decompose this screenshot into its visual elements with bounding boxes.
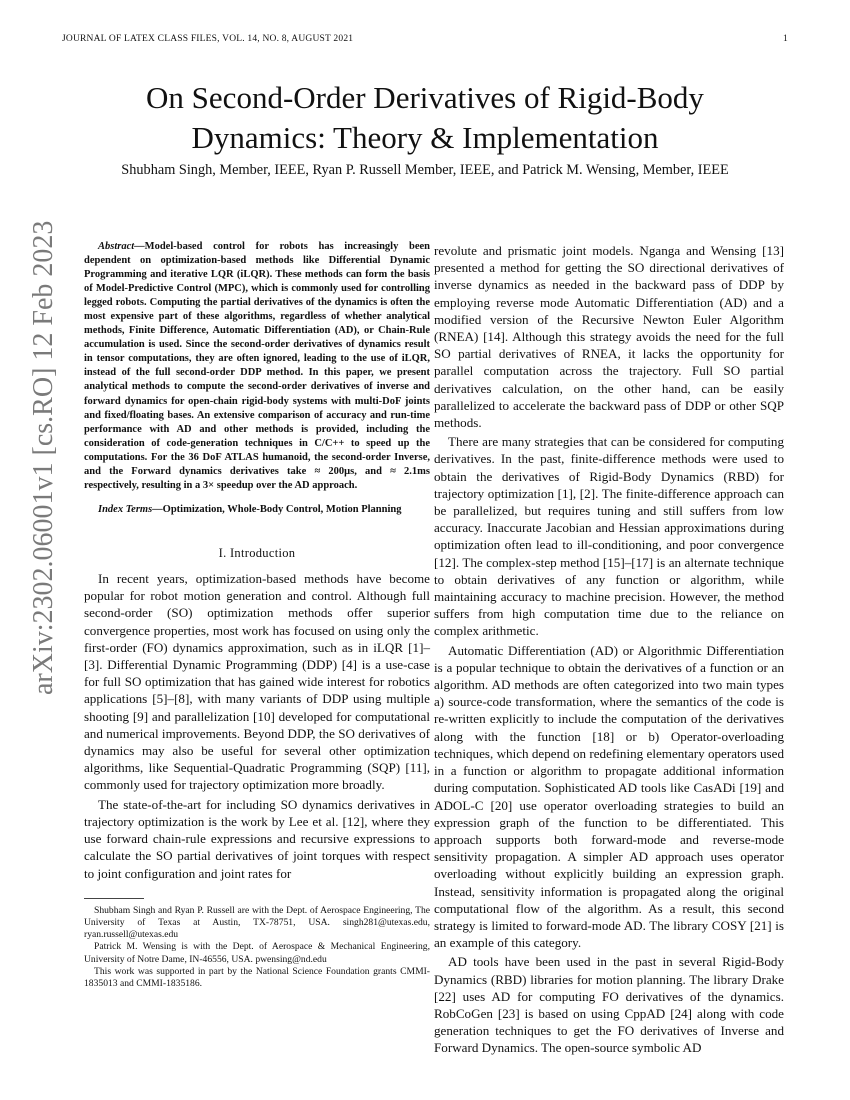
- running-header: [62, 34, 788, 48]
- arxiv-stamp: arXiv:2302.06001v1 [cs.RO] 12 Feb 2023: [28, 220, 59, 695]
- section-heading: I. Introduction: [218, 545, 296, 560]
- intro-paragraph: The state-of-the-art for including SO dynamics derivatives in trajectory optimization is the work by Lee et al. [12], where they use forward chain-rule expressions and recursive expressions to calculate the SO partial derivatives of joint torques with respect to joint configuration and joint rates for: [84, 796, 430, 881]
- body-paragraph: AD tools have been used in the past in several Rigid-Body Dynamics (RBD) libraries for motion planning. The library Drake [22] uses AD for computing FO derivatives of the dynamics. RobCoGen [23] is based on using CppAD [24] along with code generation techniques to get the FO derivatives of Inverse and Forward Dynamics. The open-source symbolic AD: [434, 954, 784, 1056]
- footnote: This work was supported in part by the National Science Foundation grants CMMI-1835013 and CMMI-1835186.: [84, 965, 430, 989]
- abstract: [84, 240, 430, 493]
- right-column: [434, 242, 784, 1057]
- left-column: [84, 240, 430, 990]
- index-terms: [84, 503, 430, 517]
- abstract-label: Abstract: [98, 241, 135, 252]
- footnote-rule: [84, 898, 144, 899]
- index-terms-text: —Optimization, Whole-Body Control, Motion Planning: [152, 503, 402, 515]
- abstract-text: —Model-based control for robots has increasingly been dependent on optimization-based methods like Differential Dynamic Programming and iterative LQR (iLQR). These methods can form the basis of Model-Predictive Control (MPC), which is commonly used for controlling legged robots. Computing the partial derivatives of the dynamics is often the most expensive part of these algorithms, regardless of whether analytical methods, Finite Difference, Automatic Differentiation (AD), or Chain-Rule accumulation is used. Since the second-order derivatives of dynamics result in tensor computations, they are often ignored, leading to the use of iLQR, instead of the full second-order DDP method. In this paper, we present analytical methods to compute the second-order derivatives of inverse and forward dynamics for open-chain rigid-body systems with multi-DoF joints and fixed/floating bases. An extensive comparison of accuracy and run-time performance with AD and other methods is provided, including the consideration of code-generation techniques in C/C++ to speed up the computations. For the 36 DoF ATLAS humanoid, the second-order Inverse, and the Forward dynamics derivatives take ≈ 200μs, and ≈ 2.1ms respectively, resulting in a 3× speedup over the AD approach.: [84, 241, 430, 491]
- page-number: 1: [783, 34, 788, 44]
- footnote: Shubham Singh and Ryan P. Russell are with the Dept. of Aerospace Engineering, The University of Texas at Austin, TX-78751, USA. singh281@utexas.edu, ryan.russell@utexas.edu: [84, 904, 430, 941]
- author-list: Shubham Singh, Member, IEEE, Ryan P. Russell Member, IEEE, and Patrick M. Wensing, Member, IEEE: [121, 162, 729, 178]
- body-paragraph: Automatic Differentiation (AD) or Algorithmic Differentiation is a popular technique to obtain the derivatives of a function or an algorithm. AD methods are often categorized into two main types a) source-code transformation, where the semantics of the code is re-written explicitly to include the computation of the derivatives along with the function [18] or b) Operator-overloading techniques, which depend on redefining elementary operators used in a function or algorithm to propagate additional information during computation. Sophisticated AD tools like CasADi [19] and ADOL-C [20] use operator overloading strategies to build an expression graph of the function to be differentiated. This approach supports both forward-mode and reverse-mode sensitivity propagation. A simpler AD approach uses operator overloading without explicitly building an expression graph. Instead, sensitivity information is propagated along the original computational flow of the algorithm. As a result, this second strategy is limited to forward-mode AD. The library COSY [21] is an example of this category.: [434, 642, 784, 951]
- body-paragraph: revolute and prismatic joint models. Nganga and Wensing [13] presented a method for getting the SO directional derivatives of inverse dynamics as needed in the backward pass of DDP by employing reverse mode Automatic Differentiation (AD) and a modified version of the Recursive Newton Euler Algorithm (RNEA) [14]. Although this strategy avoids the need for the full SO partial derivatives of RNEA, it lacks the opportunity for parallel computation across the trajectory. Full SO partial derivatives calculation, on the other hand, can be easily parallelized to accelerate the backward pass of DDP or other SQP methods.: [434, 243, 784, 431]
- paper-title: On Second-Order Derivatives of Rigid-Body Dynamics: Theory & Implementation: [146, 80, 704, 155]
- journal-header: JOURNAL OF LATEX CLASS FILES, VOL. 14, NO. 8, AUGUST 2021: [62, 34, 354, 44]
- intro-paragraph: In recent years, optimization-based methods have become popular for robot motion generation and control. Although full second-order (SO) optimization methods offer superior convergence properties, most work has focused on using only the first-order (FO) dynamics approximation, such as in iLQR [1]–[3]. Differential Dynamic Programming (DDP) [4] is a use-case for full SO optimization that has gained wide interest for robotics applications [5]–[8], with many variants of DDP using multiple shooting [9] and parallelization [10] developed for computational and numerical improvements. Beyond DDP, the SO derivatives of dynamics may also be useful for several other optimization algorithms, like Sequential-Quadratic Programming (SQP) [11], commonly used for trajectory optimization more broadly.: [84, 571, 430, 793]
- body-paragraph: There are many strategies that can be considered for computing derivatives. In the past, finite-difference methods were used to obtain the derivatives of Rigid-Body Dynamics (RBD) for trajectory optimization [1], [2]. The finite-difference approach can be parallelized, but requires tuning and still suffers from low accuracy. Inaccurate Jacobian and Hessian approximations during optimization often lead to ill-conditioning, and poor convergence [12]. The complex-step method [15]–[17] is an alternate technique to obtain derivatives of any function or algorithm, while maintaining accuracy to machine precision. However, the method suffers from high computation time due to the reliance on complex arithmetic.: [434, 434, 784, 639]
- index-terms-label: Index Terms: [98, 503, 153, 515]
- footnote: Patrick M. Wensing is with the Dept. of Aerospace & Mechanical Engineering, University of Notre Dame, IN-46556, USA. pwensing@nd.edu: [84, 941, 430, 965]
